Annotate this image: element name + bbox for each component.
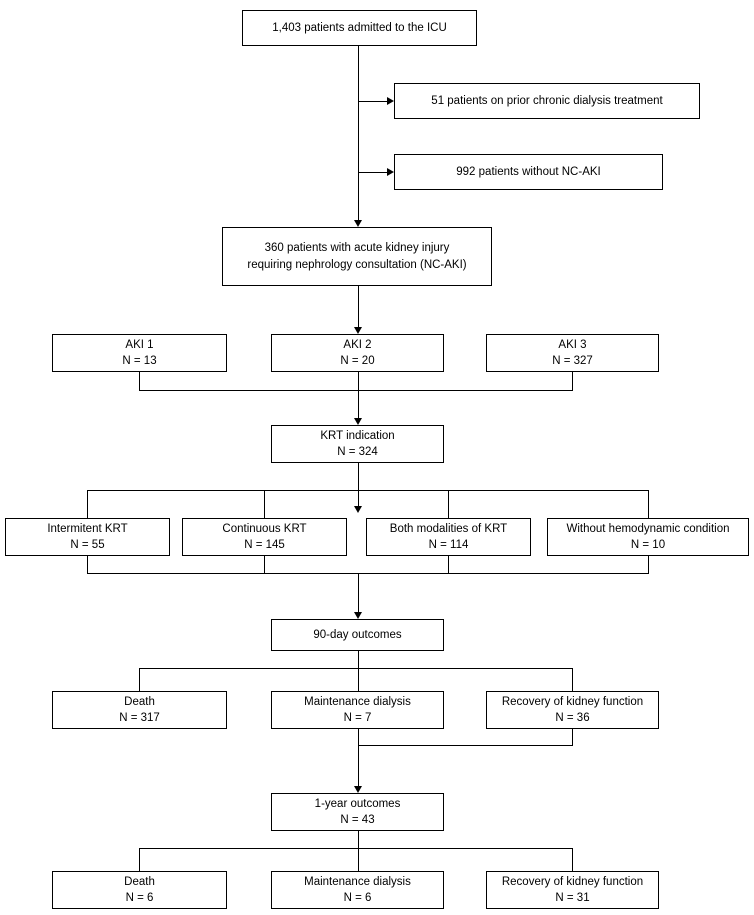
arrowhead-down-1year [354,786,362,793]
node-prior-dialysis-text: 51 patients on prior chronic dialysis treatment [431,94,663,107]
node-death-90day [52,691,227,729]
node-krt-indication-label: KRT indication [320,429,395,442]
connector-bracket-modalities-top [87,490,649,491]
node-aki1 [52,334,227,372]
node-without-hemodynamic [547,518,749,556]
node-death-1year [52,871,227,909]
node-death-1year-count: N = 6 [125,892,154,904]
connector-drop-intermittent [87,490,88,518]
node-continuous-krt-count: N = 145 [244,539,285,551]
connector-drop-aki2 [358,372,359,391]
node-aki2-label: AKI 2 [343,338,372,351]
connector-bracket-1year-join [358,745,573,746]
node-continuous-krt [182,518,347,556]
node-without-nc-aki [394,154,663,190]
arrowhead-right-prior-dialysis [387,97,394,105]
node-nc-aki-text-line2: requiring nephrology consultation (NC-AKI) [247,258,467,271]
connector-branch-prior-dialysis [358,101,388,102]
node-both-krt-count: N = 114 [428,539,469,551]
node-90day-outcomes-label: 90-day outcomes [313,628,402,641]
connector-drop-recovery-1year [572,848,573,871]
arrowhead-down-krt-indication [354,418,362,425]
node-intermittent-krt-count: N = 55 [70,539,105,551]
node-intermittent-krt [5,518,170,556]
connector-branch-without-ncaki [358,172,388,173]
node-1year-outcomes [271,793,444,831]
node-icu-admitted [242,10,477,46]
connector-drop-maintenance-1year [358,848,359,871]
node-maintenance-1year-label: Maintenance dialysis [304,875,411,888]
arrowhead-down-center-split [354,506,362,513]
node-recovery-1year-count: N = 31 [555,892,590,904]
connector-drop-aki3 [572,372,573,391]
node-continuous-krt-label: Continuous KRT [222,522,307,535]
node-aki3-count: N = 327 [552,355,593,367]
connector-center-stub [358,490,359,506]
node-icu-text: 1,403 patients admitted to the ICU [272,21,447,34]
connector-krt-split [358,463,359,491]
node-krt-indication-count: N = 324 [337,446,378,458]
arrowhead-down-aki2 [354,327,362,334]
node-1year-outcomes-count: N = 43 [340,814,375,826]
node-maintenance-90day-label: Maintenance dialysis [304,695,411,708]
arrowhead-down-90day [354,612,362,619]
node-maintenance-1year [271,871,444,909]
node-nc-aki-text-line1: 360 patients with acute kidney injury [264,242,450,255]
node-krt-indication [271,425,444,463]
connector-drop-death-90day [139,668,140,691]
connector-spine-icu-ncaki [358,46,359,220]
node-aki2-count: N = 20 [340,355,375,367]
arrowhead-down-ncaki [354,220,362,227]
connector-bracket-modalities-bottom [87,573,649,574]
connector-up-both [448,556,449,574]
connector-up-continuous [264,556,265,574]
connector-bracket-1year [139,848,573,849]
connector-bracket-90day [139,668,573,669]
connector-1year-split [358,831,359,849]
connector-drop-without-hemodynamic [648,490,649,518]
node-aki1-count: N = 13 [122,355,157,367]
node-recovery-1year-label: Recovery of kidney function [501,875,644,888]
node-90day-outcomes [271,619,444,651]
connector-drop-both [448,490,449,518]
connector-up-without-hemodynamic [648,556,649,574]
node-nc-aki [222,227,492,286]
node-prior-dialysis [394,83,700,119]
connector-drop-recovery-90day [572,668,573,691]
node-aki2 [271,334,444,372]
node-recovery-90day [486,691,659,729]
node-aki3-label: AKI 3 [558,338,587,351]
connector-drop-continuous [264,490,265,518]
node-intermittent-krt-label: Intermitent KRT [47,522,128,535]
node-maintenance-1year-count: N = 6 [343,892,372,904]
node-recovery-90day-count: N = 36 [555,712,590,724]
connector-90day-split [358,651,359,669]
arrowhead-right-without-ncaki [387,168,394,176]
node-aki3 [486,334,659,372]
connector-recovery-join [572,729,573,746]
node-without-hemodynamic-count: N = 10 [630,539,666,551]
connector-maintenance-1year [358,729,359,786]
connector-bracket-aki [139,390,573,391]
connector-drop-maintenance-90day [358,668,359,691]
connector-drop-aki1 [139,372,140,391]
node-maintenance-90day [271,691,444,729]
connector-aki-krt [358,390,359,418]
node-both-krt [366,518,531,556]
node-death-90day-count: N = 317 [119,712,160,724]
node-without-hemodynamic-label: Without hemodynamic condition [566,522,730,535]
node-death-1year-label: Death [124,875,155,888]
node-recovery-90day-label: Recovery of kidney function [501,695,644,708]
connector-to-90day [358,573,359,612]
node-both-krt-label: Both modalities of KRT [389,522,508,535]
connector-up-intermittent [87,556,88,574]
node-recovery-1year [486,871,659,909]
node-aki1-label: AKI 1 [125,338,154,351]
node-death-90day-label: Death [124,695,155,708]
connector-drop-death-1year [139,848,140,871]
node-without-nc-aki-text: 992 patients without NC-AKI [456,165,601,178]
node-maintenance-90day-count: N = 7 [343,712,372,724]
node-1year-outcomes-label: 1-year outcomes [314,797,401,810]
connector-ncaki-aki2 [358,286,359,327]
